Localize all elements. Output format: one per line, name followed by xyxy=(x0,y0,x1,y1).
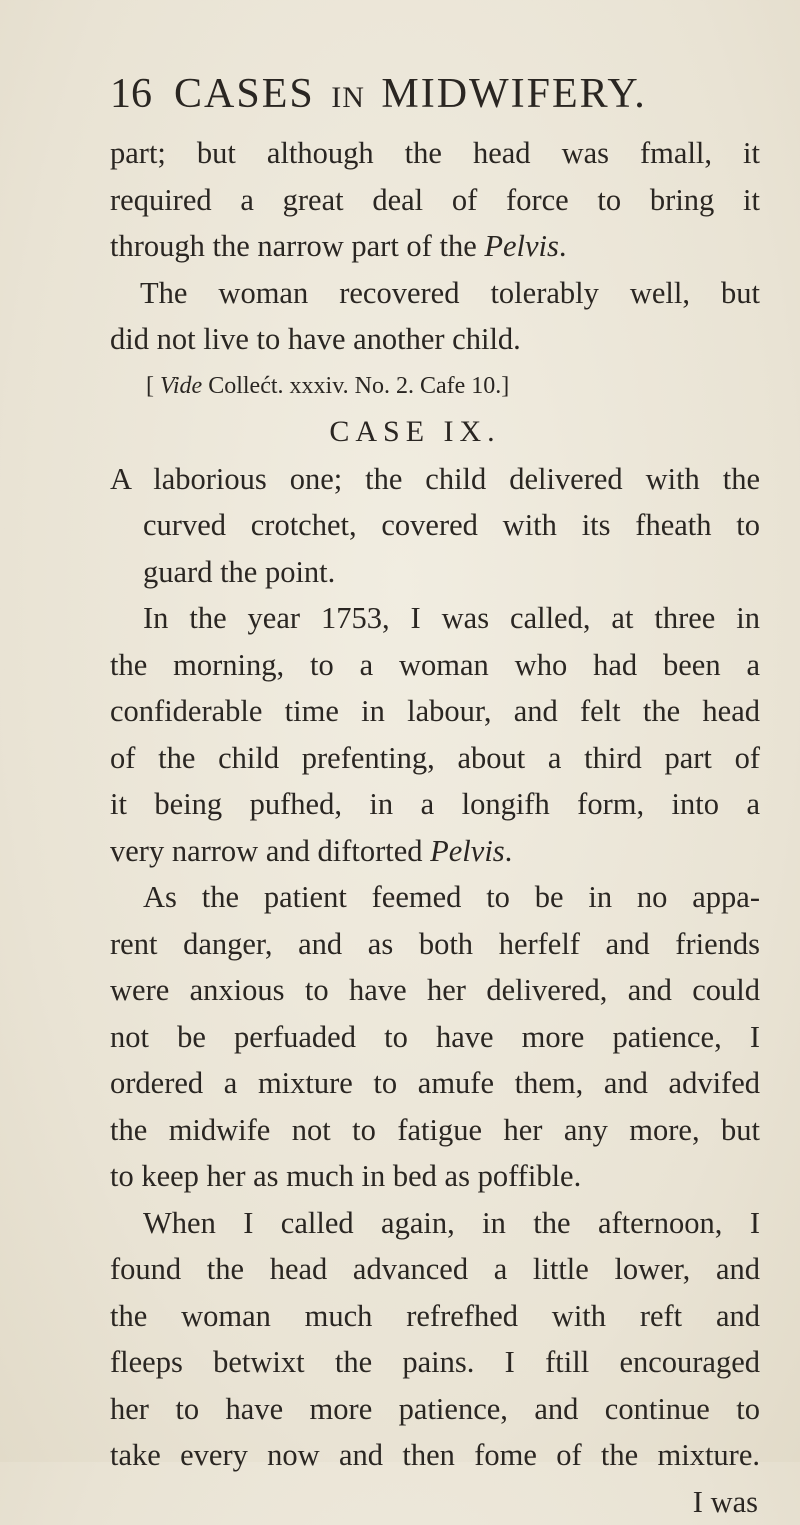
text-line: her to have more patience, and continue to xyxy=(110,1386,760,1433)
text-line: ordered a mixture to amufe them, and advifed xyxy=(110,1060,760,1107)
ref-rest: Collećt. xxxiv. No. 2. Cafe 10.] xyxy=(202,373,509,399)
italic-term-pelvis: Pelvis xyxy=(484,229,559,263)
text-line: did not live to have another child. xyxy=(110,316,760,363)
text-span: very narrow and diftorted xyxy=(110,834,430,868)
catchword: I was xyxy=(110,1479,760,1525)
text-line: the woman much refrefhed with reft and xyxy=(110,1293,760,1340)
text-line: The woman recovered tolerably well, but xyxy=(110,270,760,317)
cross-reference xyxy=(110,363,760,410)
ref-open: [ xyxy=(146,373,160,399)
text-line: part; but although the head was fmall, it xyxy=(110,130,760,177)
text-line: rent danger, and as both herfelf and friends xyxy=(110,921,760,968)
text-line: it being pufhed, in a longifh form, into a xyxy=(110,781,760,828)
text-span: . xyxy=(505,834,513,868)
text-line: not be perfuaded to have more patience, I xyxy=(110,1014,760,1061)
text-line: As the patient feemed to be in no appa- xyxy=(110,874,760,921)
text-line: fleeps betwixt the pains. I ftill encouraged xyxy=(110,1339,760,1386)
body-text xyxy=(110,130,760,1525)
text-line: of the child prefenting, about a third part of xyxy=(110,735,760,782)
text-line: found the head advanced a little lower, and xyxy=(110,1246,760,1293)
text-line: to keep her as much in bed as poffible. xyxy=(110,1153,760,1200)
text-line: confiderable time in labour, and felt the head xyxy=(110,688,760,735)
text-line xyxy=(110,223,760,270)
italic-term-pelvis: Pelvis xyxy=(430,834,505,868)
case-heading: CASE IX. xyxy=(110,409,760,456)
text-line: In the year 1753, I was called, at three in xyxy=(110,595,760,642)
text-line: When I called again, in the afternoon, I xyxy=(110,1200,760,1247)
header-title-midwifery: MIDWIFERY. xyxy=(381,71,646,117)
text-line xyxy=(110,828,760,875)
text-span: . xyxy=(559,229,567,263)
text-line: the morning, to a woman who had been a xyxy=(110,642,760,689)
ref-vide: Vide xyxy=(160,373,202,399)
text-span: through the narrow part of the xyxy=(110,229,484,263)
running-header xyxy=(110,70,670,118)
header-title-cases: CASES xyxy=(174,71,315,117)
text-line: the midwife not to fatigue her any more, but xyxy=(110,1107,760,1154)
page-number: 16 xyxy=(110,71,152,117)
text-line: required a great deal of force to bring it xyxy=(110,177,760,224)
header-title-in: IN xyxy=(331,81,365,114)
text-line: guard the point. xyxy=(110,549,760,596)
text-line: A laborious one; the child delivered with the xyxy=(110,456,760,503)
text-line: take every now and then fome of the mixture. xyxy=(110,1432,760,1479)
text-line: were anxious to have her delivered, and could xyxy=(110,967,760,1014)
text-line: curved crotchet, covered with its fheath to xyxy=(110,502,760,549)
